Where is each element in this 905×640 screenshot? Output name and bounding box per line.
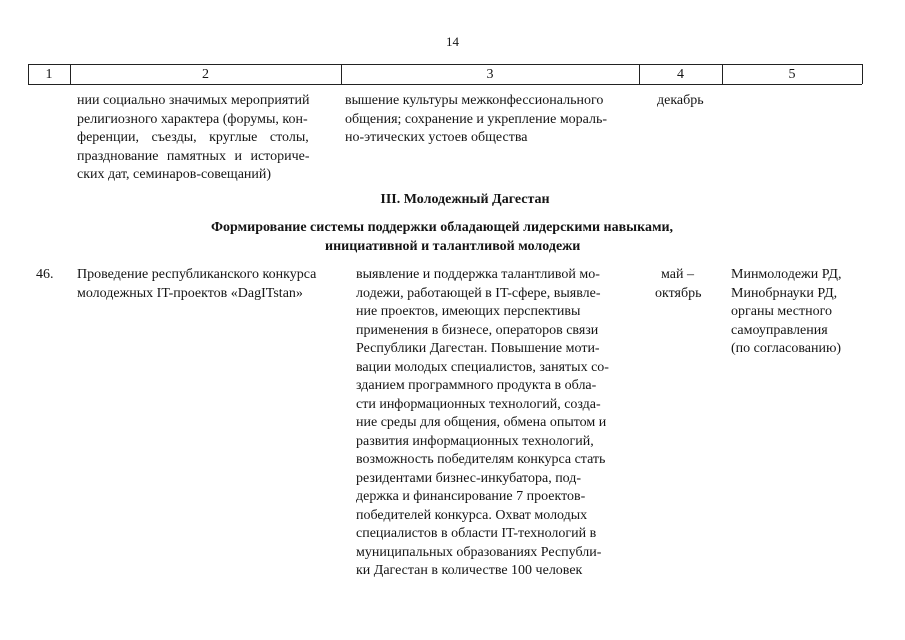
header-col-3: 3 <box>486 67 494 82</box>
subsection-title <box>70 219 860 256</box>
period-cell <box>655 266 721 303</box>
text-line: религиозного характера (форумы, кон- <box>77 111 308 127</box>
text-line: муниципальных образованиях Республи- <box>356 544 602 560</box>
responsible-cell <box>731 266 861 359</box>
continuation-event-cell <box>77 92 335 185</box>
section-title: III. Молодежный Дагестан <box>380 192 550 207</box>
text-line: нии социально значимых мероприятий <box>77 93 310 108</box>
text-line: лодежи, работающей в IT-сфере, выявле- <box>356 285 601 301</box>
header-col-1: 1 <box>45 67 53 82</box>
row-number: 46. <box>36 267 54 282</box>
text-line: специалистов в области IT-технологий в <box>356 526 597 541</box>
text-line: применения в бизнесе, операторов связи <box>356 322 599 338</box>
text-line: самоуправления <box>731 322 828 338</box>
subsection-title-line: Формирование системы поддержки обладающей лидерскими навыками, <box>211 220 674 235</box>
text-line: Проведение республиканского конкурса <box>77 267 317 282</box>
text-line: победителей конкурса. Охват молодых <box>356 507 588 523</box>
text-line: октябрь <box>655 285 702 301</box>
text-line: молодежных IT-проектов «DagITstan» <box>77 285 303 301</box>
text-line: май – <box>661 267 694 282</box>
text-line: органы местного <box>731 304 832 319</box>
continuation-period-cell: декабрь <box>657 93 704 108</box>
text-line: вышение культуры межконфессионального <box>345 93 604 108</box>
text-line: Минмолодежи РД, <box>731 267 842 282</box>
text-line: развития информационных технологий, <box>356 433 594 449</box>
text-line: но-этических устоев общества <box>345 130 528 145</box>
text-line: ки Дагестан в количестве 100 человек <box>356 563 583 578</box>
text-line: держка и финансирование 7 проектов- <box>356 489 586 504</box>
text-line: Минобрнауки РД, <box>731 285 838 301</box>
header-divider <box>862 64 863 84</box>
goal-cell <box>356 266 638 581</box>
text-line: (по согласованию) <box>731 341 842 356</box>
text-line: ние проектов, имеющих перспективы <box>356 304 581 319</box>
text-line: ференции, съезды, круглые столы, <box>77 130 309 145</box>
text-line: общения; сохранение и укрепление мораль- <box>345 111 608 127</box>
text-line: возможность победителям конкурса стать <box>356 452 606 467</box>
event-cell <box>77 266 339 303</box>
text-line: ских дат, семинаров-совещаний) <box>77 167 272 182</box>
page-number: 14 <box>446 34 459 49</box>
header-col-4: 4 <box>677 67 684 82</box>
text-line: резидентами бизнес-инкубатора, под- <box>356 470 582 486</box>
text-line: зданием программного продукта в обла- <box>356 378 597 393</box>
text-line: празднование памятных и историче- <box>77 148 310 164</box>
text-line: вации молодых специалистов, занятых со- <box>356 359 609 375</box>
text-line: Республики Дагестан. Повышение моти- <box>356 341 600 356</box>
text-line: выявление и поддержка талантливой мо- <box>356 267 600 282</box>
text-line: сти информационных технологий, созда- <box>356 396 601 412</box>
continuation-goal-cell <box>345 92 637 148</box>
header-col-5: 5 <box>788 67 796 82</box>
text-line: ние среды для общения, обмена опытом и <box>356 415 607 430</box>
header-col-2: 2 <box>202 67 209 82</box>
subsection-title-line: инициативной и талантливой молодежи <box>325 238 581 254</box>
